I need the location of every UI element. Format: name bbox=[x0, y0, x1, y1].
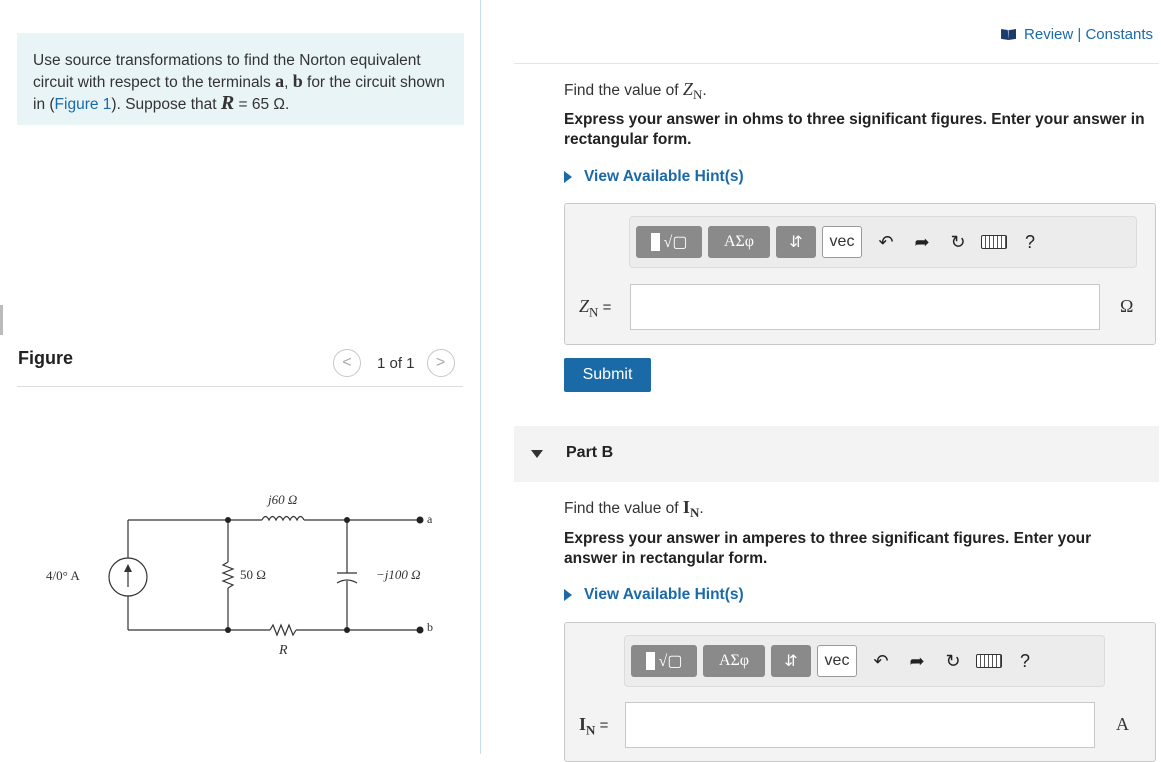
node-bottom-2 bbox=[344, 627, 350, 633]
partb-field-eq: = bbox=[595, 717, 609, 734]
r-value: = 65 Ω. bbox=[234, 96, 290, 113]
parta-instructions: Express your answer in ohms to three significant figures. Enter your answer in rectangular form. bbox=[564, 111, 1145, 148]
subscript-button[interactable] bbox=[776, 226, 816, 258]
caret-down-icon bbox=[531, 450, 543, 458]
partb-header[interactable] bbox=[514, 426, 1159, 482]
parta-unit: Ω bbox=[1120, 296, 1134, 316]
partb-field-label bbox=[579, 714, 608, 739]
reset-icon[interactable]: ↻ bbox=[950, 231, 966, 252]
r-symbol: R bbox=[220, 92, 235, 114]
partb-find-prefix: Find the value of bbox=[564, 500, 683, 517]
partb-hint-toggle[interactable] bbox=[564, 586, 744, 604]
undo-icon[interactable]: ↶ bbox=[873, 650, 889, 671]
problem-text-2: for the circuit shown in ( bbox=[33, 74, 445, 113]
greek-button[interactable]: ΑΣφ bbox=[703, 645, 765, 677]
r-label: R bbox=[279, 643, 288, 658]
book-icon bbox=[1001, 29, 1016, 40]
template-button[interactable] bbox=[636, 226, 702, 258]
partb-math-toolbar bbox=[624, 635, 1105, 687]
partb-answer-input[interactable] bbox=[625, 702, 1095, 748]
resistor-50 bbox=[223, 562, 233, 588]
redo-icon[interactable]: ➦ bbox=[909, 650, 925, 671]
partb-field-sub: N bbox=[586, 722, 596, 738]
help-icon[interactable]: ? bbox=[1019, 650, 1030, 671]
figure-divider bbox=[17, 386, 463, 387]
inductor-coil bbox=[262, 517, 304, 521]
problem-text-3: ). Suppose that bbox=[111, 96, 221, 113]
vec-button[interactable]: vec bbox=[822, 226, 862, 258]
source-label: 4/0° A bbox=[46, 568, 80, 583]
left-panel bbox=[0, 0, 481, 754]
partb-field-symbol: I bbox=[579, 714, 587, 734]
figure-pager bbox=[333, 348, 455, 378]
parta-field-label bbox=[579, 296, 611, 321]
scroll-edge bbox=[0, 305, 3, 335]
keyboard-icon[interactable] bbox=[976, 226, 1012, 258]
caret-right-icon bbox=[564, 171, 572, 183]
terminal-a-label: a bbox=[427, 512, 433, 526]
partb-instructions: Express your answer in amperes to three significant figures. Enter your answer in rectangular form. bbox=[564, 530, 1092, 567]
parta-field-symbol: Z bbox=[579, 296, 590, 316]
parta-question bbox=[564, 79, 707, 103]
template-icon bbox=[646, 652, 655, 670]
vec-button[interactable]: vec bbox=[817, 645, 857, 677]
parta-hint-label: View Available Hint(s) bbox=[584, 168, 744, 185]
problem-comma: , bbox=[284, 74, 293, 91]
parta-field-eq: = bbox=[598, 299, 612, 316]
greek-button[interactable]: ΑΣφ bbox=[708, 226, 770, 258]
resistor-r bbox=[270, 625, 296, 635]
partb-question bbox=[564, 497, 704, 521]
header-divider bbox=[514, 63, 1159, 64]
terminal-b-symbol: b bbox=[292, 71, 303, 91]
node-top-1 bbox=[225, 517, 231, 523]
partb-find-sub: N bbox=[689, 505, 700, 521]
submit-button[interactable]: Submit bbox=[564, 358, 651, 392]
r50-label: 50 Ω bbox=[240, 567, 266, 582]
review-constants-text: Review | Constants bbox=[1024, 26, 1153, 43]
template-button[interactable] bbox=[631, 645, 697, 677]
problem-statement bbox=[17, 33, 464, 125]
figure-title: Figure bbox=[18, 348, 74, 368]
node-bottom-1 bbox=[225, 627, 231, 633]
partb-find-symbol: I bbox=[682, 497, 690, 517]
reset-icon[interactable]: ↻ bbox=[945, 650, 961, 671]
parta-answer-input[interactable] bbox=[630, 284, 1100, 330]
parta-find-suffix: . bbox=[702, 82, 707, 99]
problem-text-1: Use source transformations to find the Norton equivalent circuit with respect to the terminals bbox=[33, 52, 421, 91]
partb-unit: A bbox=[1116, 714, 1129, 734]
terminal-b bbox=[417, 627, 424, 634]
sqrt-icon: √▢ bbox=[658, 653, 683, 670]
partb-find-suffix: . bbox=[699, 500, 704, 517]
parta-find-symbol: Z bbox=[682, 79, 693, 99]
parta-find-sub: N bbox=[692, 87, 703, 103]
updown-arrows-icon: ⇵ bbox=[789, 234, 803, 251]
terminal-a-symbol: a bbox=[275, 71, 285, 91]
redo-icon[interactable]: ➦ bbox=[914, 231, 930, 252]
parta-hint-toggle[interactable] bbox=[564, 168, 744, 186]
node-top-2 bbox=[344, 517, 350, 523]
template-icon bbox=[651, 233, 660, 251]
parta-field-sub: N bbox=[589, 304, 599, 320]
updown-arrows-icon: ⇵ bbox=[784, 653, 798, 670]
undo-icon[interactable]: ↶ bbox=[878, 231, 894, 252]
figure-count: 1 of 1 bbox=[377, 354, 415, 372]
inductor-label: j60 Ω bbox=[268, 492, 298, 507]
keyboard-icon[interactable] bbox=[971, 645, 1007, 677]
subscript-button[interactable] bbox=[771, 645, 811, 677]
review-constants-link[interactable] bbox=[1001, 26, 1153, 43]
capacitor-label: −j100 Ω bbox=[376, 567, 421, 582]
terminal-a bbox=[417, 517, 424, 524]
terminal-b-label: b bbox=[427, 620, 433, 634]
parta-find-prefix: Find the value of bbox=[564, 82, 683, 99]
next-figure-button[interactable] bbox=[427, 349, 455, 377]
caret-right-icon bbox=[564, 589, 572, 601]
chevron-right-icon: > bbox=[435, 354, 446, 371]
source-arrow-head bbox=[124, 564, 132, 572]
sqrt-icon: √▢ bbox=[663, 234, 688, 251]
figure-link[interactable]: Figure 1 bbox=[54, 96, 112, 113]
partb-title: Part B bbox=[566, 444, 614, 461]
prev-figure-button[interactable] bbox=[333, 349, 361, 377]
help-icon[interactable]: ? bbox=[1024, 231, 1035, 252]
parta-math-toolbar bbox=[629, 216, 1137, 268]
partb-hint-label: View Available Hint(s) bbox=[584, 586, 744, 603]
chevron-left-icon: < bbox=[342, 354, 352, 371]
